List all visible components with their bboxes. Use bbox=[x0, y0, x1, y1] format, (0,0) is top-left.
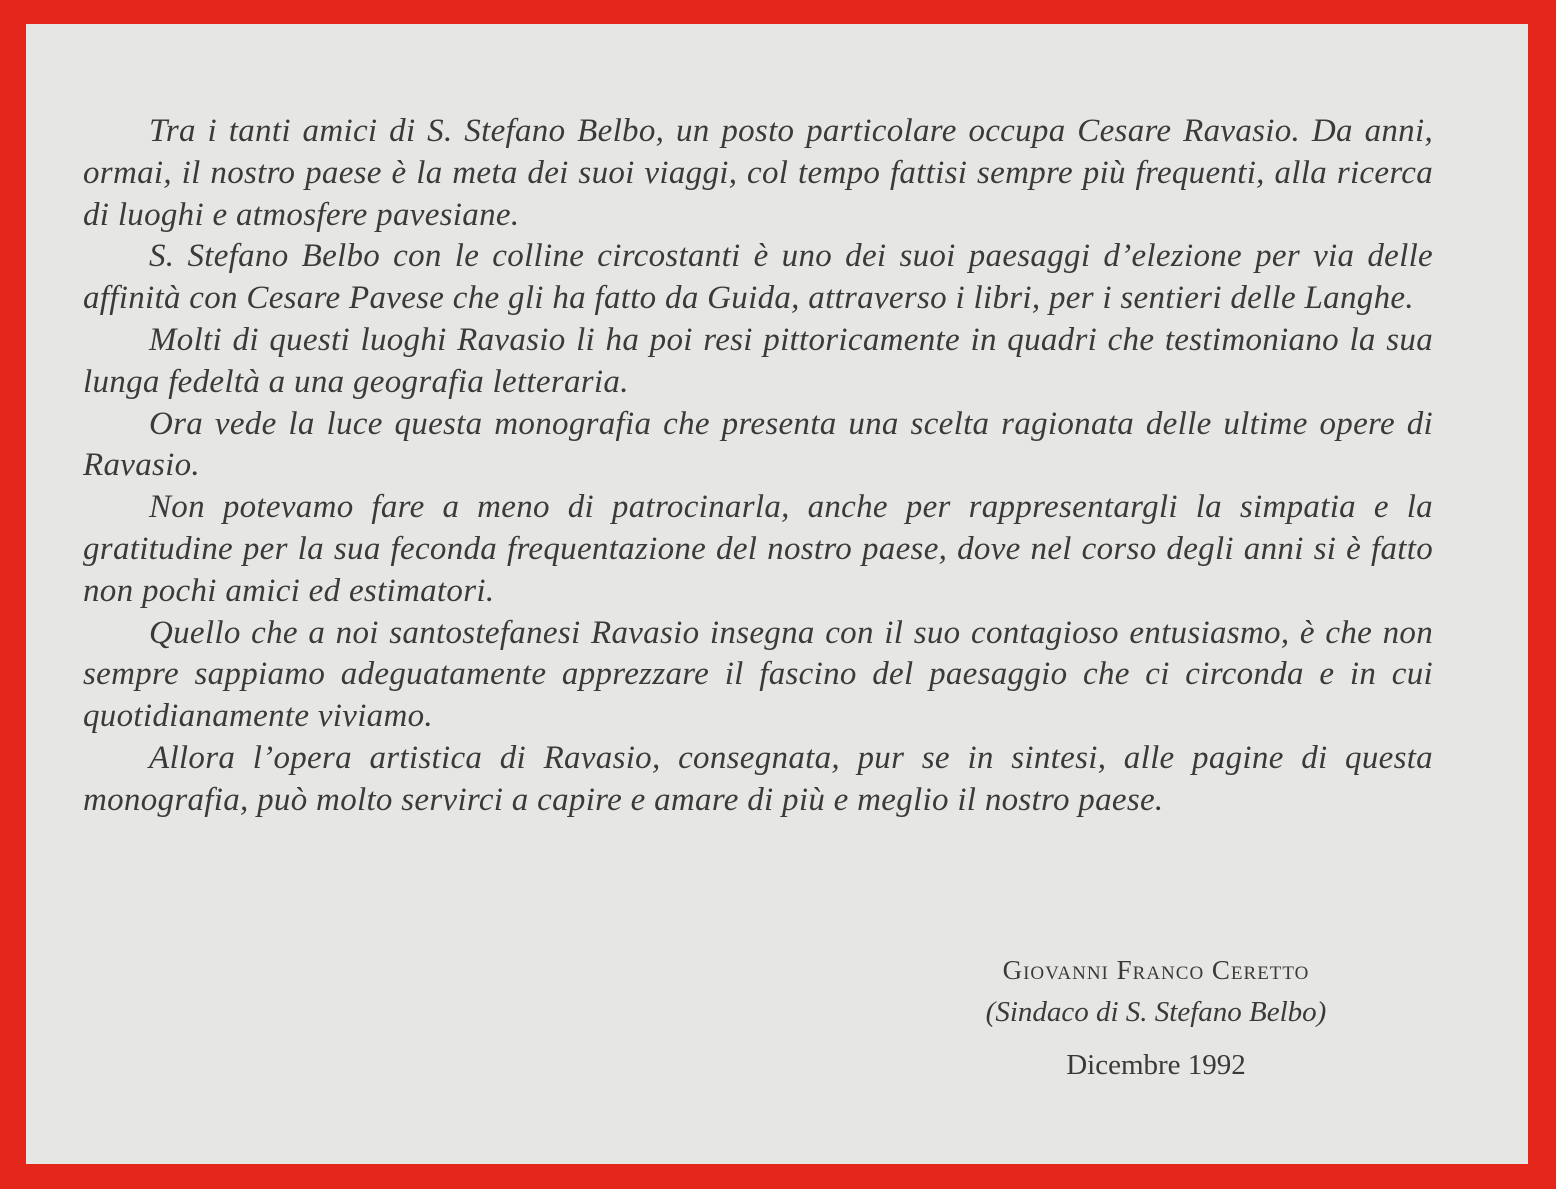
letter-date: Dicembre 1992 bbox=[1066, 1049, 1246, 1081]
letter-body bbox=[83, 111, 1433, 822]
paragraph-7: Allora l’opera artistica di Ravasio, consegnata, pur se in sintesi, alle pagine di questa monografia, può molto servirci a capire e amare di più e meglio il nostro paese. bbox=[83, 739, 1433, 818]
letter-page bbox=[26, 24, 1528, 1164]
paragraph-6: Quello che a noi santostefanesi Ravasio insegna con il suo contagioso entusiasmo, è che non sempre sappiamo adeguatamente apprezzare il fascino del paesaggio che ci circonda e in cui quotidianamente viviamo. bbox=[83, 614, 1433, 735]
paragraph-3: Molti di questi luoghi Ravasio li ha poi resi pittoricamente in quadri che testimoniano la sua lunga fedeltà a una geografia letteraria. bbox=[83, 321, 1433, 400]
signatory-name: Giovanni Franco Ceretto bbox=[1002, 955, 1310, 985]
paragraph-5: Non potevamo fare a meno di patrocinarla, anche per rappresentargli la simpatia e la gratitudine per la sua feconda frequentazione del nostro paese, dove nel corso degli anni si è fatto non pochi amici ed estimatori. bbox=[83, 489, 1433, 609]
signatory-role: (Sindaco di S. Stefano Belbo) bbox=[985, 996, 1327, 1028]
paragraph-1: Tra i tanti amici di S. Stefano Belbo, un posto particolare occupa Cesare Ravasio. Da anni, ormai, il nostro paese è la meta dei suoi viaggi, col tempo fattisi sempre più frequenti, alla ricerca di luoghi e atmosfere pavesiane. bbox=[83, 113, 1433, 233]
paragraph-2: S. Stefano Belbo con le colline circostanti è uno dei suoi paesaggi d’elezione per via delle affinità con Cesare Pavese che gli ha fatto da Guida, attraverso i libri, per i sentieri delle Langhe. bbox=[83, 238, 1433, 317]
paragraph-4: Ora vede la luce questa monografia che presenta una scelta ragionata delle ultime opere di Ravasio. bbox=[83, 405, 1433, 484]
signature-block bbox=[956, 950, 1356, 1092]
